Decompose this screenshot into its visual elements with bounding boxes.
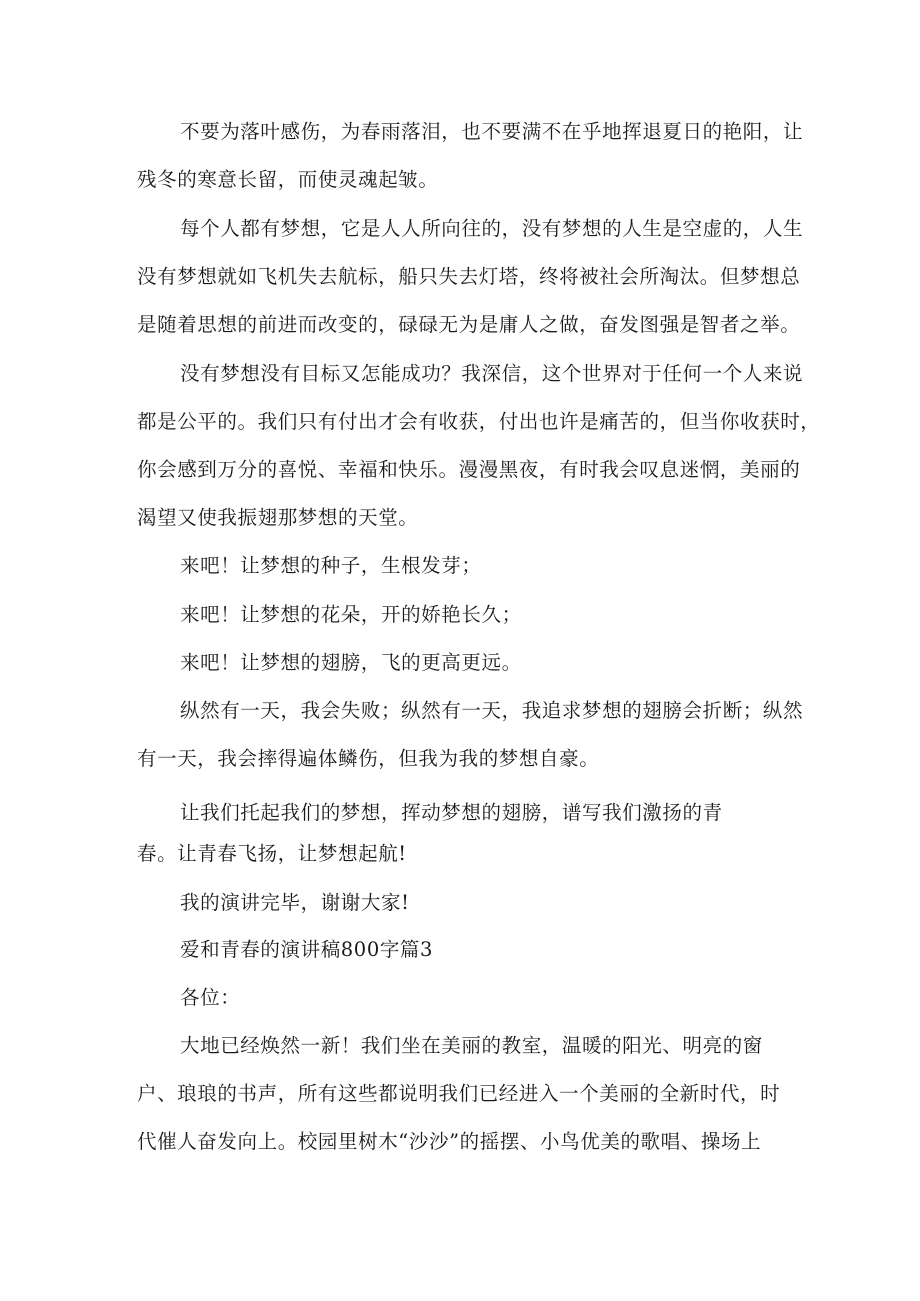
text-line: 都是公平的。我们只有付出才会有收获，付出也许是痛苦的，但当你收获时， xyxy=(137,410,821,433)
text-line: 各位： xyxy=(180,986,241,1009)
text-line: 纵然有一天，我会失败；纵然有一天，我追求梦想的翅膀会折断；纵然 xyxy=(180,699,804,722)
text-line: 渴望又使我振翅那梦想的天堂。 xyxy=(137,506,419,529)
text-line: 你会感到万分的喜悦、幸福和快乐。漫漫黑夜，有时我会叹息迷惘，美丽的 xyxy=(137,458,801,481)
text-line: 没有梦想没有目标又怎能成功？我深信，这个世界对于任何一个人来说 xyxy=(180,362,804,385)
text-line: 残冬的寒意长留，而使灵魂起皱。 xyxy=(137,168,439,191)
text-line: 大地已经焕然一新！我们坐在美丽的教室，温暖的阳光、明亮的窗 xyxy=(180,1034,763,1057)
text-line: 没有梦想就如飞机失去航标，船只失去灯塔，终将被社会所淘汰。但梦想总 xyxy=(137,265,801,288)
text-line: 来吧！让梦想的种子，生根发芽； xyxy=(180,554,482,577)
text-line: 我的演讲完毕，谢谢大家! xyxy=(180,891,410,914)
text-line: 户、琅琅的书声，所有这些都说明我们已经进入一个美丽的全新时代，时 xyxy=(137,1082,781,1105)
section-heading: 爱和青春的演讲稿800字篇3 xyxy=(180,938,434,961)
text-line: 让我们托起我们的梦想，挥动梦想的翅膀，谱写我们激扬的青 xyxy=(180,801,723,824)
text-line: 每个人都有梦想，它是人人所向往的，没有梦想的人生是空虚的，人生 xyxy=(180,217,804,240)
text-line: 来吧！让梦想的翅膀，飞的更高更远。 xyxy=(180,651,522,674)
text-line: 有一天，我会摔得遍体鳞伤，但我为我的梦想自豪。 xyxy=(137,747,600,770)
text-line: 代催人奋发向上。校园里树木“沙沙”的摇摆、小鸟优美的歌唱、操场上 xyxy=(137,1130,762,1153)
text-line: 来吧！让梦想的花朵，开的娇艳长久； xyxy=(180,603,522,626)
text-line: 不要为落叶感伤，为春雨落泪，也不要满不在乎地挥退夏日的艳阳，让 xyxy=(180,120,804,143)
text-line: 春。让青春飞扬，让梦想起航! xyxy=(137,842,407,865)
text-line: 是随着思想的前进而改变的，碌碌无为是庸人之做，奋发图强是智者之举。 xyxy=(137,313,801,336)
